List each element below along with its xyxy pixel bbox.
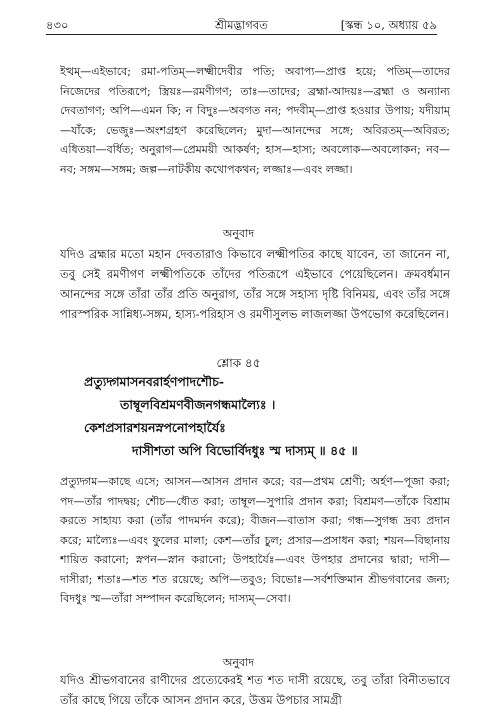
translation-heading-2: অনুবাদ: [222, 656, 255, 669]
synonyms-block-top: [60, 62, 450, 218]
page-number: ৪৩০: [46, 18, 69, 32]
header-rule: [46, 34, 437, 35]
book-title: শ্রীমদ্ভাগবত: [215, 18, 268, 32]
translation-text-1: যদিও ব্রহ্মার মতো মহান দেবতারাও কিভাবে লক্ষ্মীপতির কাছে যাবেন, তা জানেন না, তবু সেই রমণীগণ লক্ষ্মীপতিকে তাঁদের পতিরূপে এইভাবে পেয়েছিলেন। ক্রমবর্ধমান আনন্দের সঙ্গে তাঁরা তাঁর প্রতি অনুরাগ, তাঁর সঙ্গে সহাস্য দৃষ্টি বিনিময়, এবং তাঁর সঙ্গে পারস্পরিক সান্নিধ্য-সঙ্গম, হাস্য-পরিহাস ও রমণীসুলভ লাজলজ্জা উপভোগ করেছিলেন।: [60, 247, 450, 321]
verse-line-2: তাম্বূলবিশ্রমণবীজনগন্ধমাল্যৈঃ ।: [120, 397, 276, 412]
translation-heading-1: অনুবাদ: [222, 227, 255, 240]
verse-heading: শ্লোক ৪৫: [216, 356, 261, 370]
translation-text-2: যদিও শ্রীভগবানের রাণীদের প্রত্যেকেরই শত শত দাসী রয়েছে, তবু তাঁরা বিনীতভাবে তাঁর কাছে গিয়ে তাঁকে আসন প্রদান করে, উত্তম উপচার সামগ্রী: [60, 673, 450, 707]
synonyms-block-verse: [60, 472, 450, 650]
synonyms-text-verse: প্রত্যুদ্গম—কাছে এসে; আসন—আসন প্রদান করে; বর—প্রথম শ্রেণী; অর্হণ—পূজা করা; পদ—তাঁর পাদদ্বয়; শৌচ—ধৌত করা; তাম্বূল—সুপারি প্রদান করা; বিশ্রমণ—তাঁকে বিশ্রাম করতে সাহায্য করা (তাঁর পাদমর্দন করে); বীজন—বাতাস করা; গন্ধ—সুগন্ধ দ্রব্য প্রদান করে; মাল্যৈঃ—এবং ফুলের মালা; কেশ—তাঁর চুল; প্রসার—প্রসাধন করা; শয়ন—বিছানায় শায়িত করানো; স্নপন—স্নান করানো; উপহার্যৈঃ—এবং উপহার প্রদানের দ্বারা; দাসী—দাসীরা; শতাঃ—শত শত রয়েছে; অপি—তবুও; বিভোঃ—সর্বশক্তিমান শ্রীভগবানের জন্য; বিদধুঃ স্ম—তাঁরা সম্পাদন করেছিলেন; দাস্যম্—সেবা।: [60, 475, 450, 605]
translation-block-2: [60, 670, 450, 712]
synonyms-text-top: ইত্থম্—এইভাবে; রমা-পতিম্—লক্ষ্মীদেবীর পতি; অবাপ্য—প্রাপ্ত হয়ে; পতিম্—তাদের নিজেদের পতিরূপে; স্ত্রিয়ঃ—রমণীগণ; তাঃ—তাদের; ব্রহ্মা-আদয়ঃ—ব্রহ্মা ও অন্যান্য দেবতাগণ; অপি—এমন কি; ন বিদুঃ—অবগত নন; পদবীম্—প্রাপ্ত হওয়ার উপায়; যদীয়াম্—যাঁকে; ভেজুঃ—অংশগ্রহণ করেছিলেন; মুদা—আনন্দের সঙ্গে; অবিরতম্—অবিরত; এধিতয়া—বর্ধিত; অনুরাগ—প্রেমময়ী আকর্ষণ; হাস—হাস্য; অবলোক—অবলোকন; নব—নব; সঙ্গম—সঙ্গম; জল্প—নাটকীয় কথোপকথন; লজ্জাঃ—এবং লজ্জা।: [60, 65, 450, 176]
running-header: [46, 17, 437, 35]
verse-line-3: কেশপ্রসারশয়নস্নপনোপহার্যৈঃ: [84, 420, 226, 435]
verse-line-4: দাসীশতা অপি বিভোর্বিদধুঃ স্ম দাস্যম্ ॥ ৪৫ ॥: [132, 443, 358, 458]
verse-line-1: প্রত্যুদ্গমাসনবরার্হণপাদশৌচ-: [84, 374, 225, 389]
chapter-reference: [স্কন্ধ ১০, অধ্যায় ৫৯: [340, 18, 437, 32]
translation-block-1: [60, 244, 450, 344]
